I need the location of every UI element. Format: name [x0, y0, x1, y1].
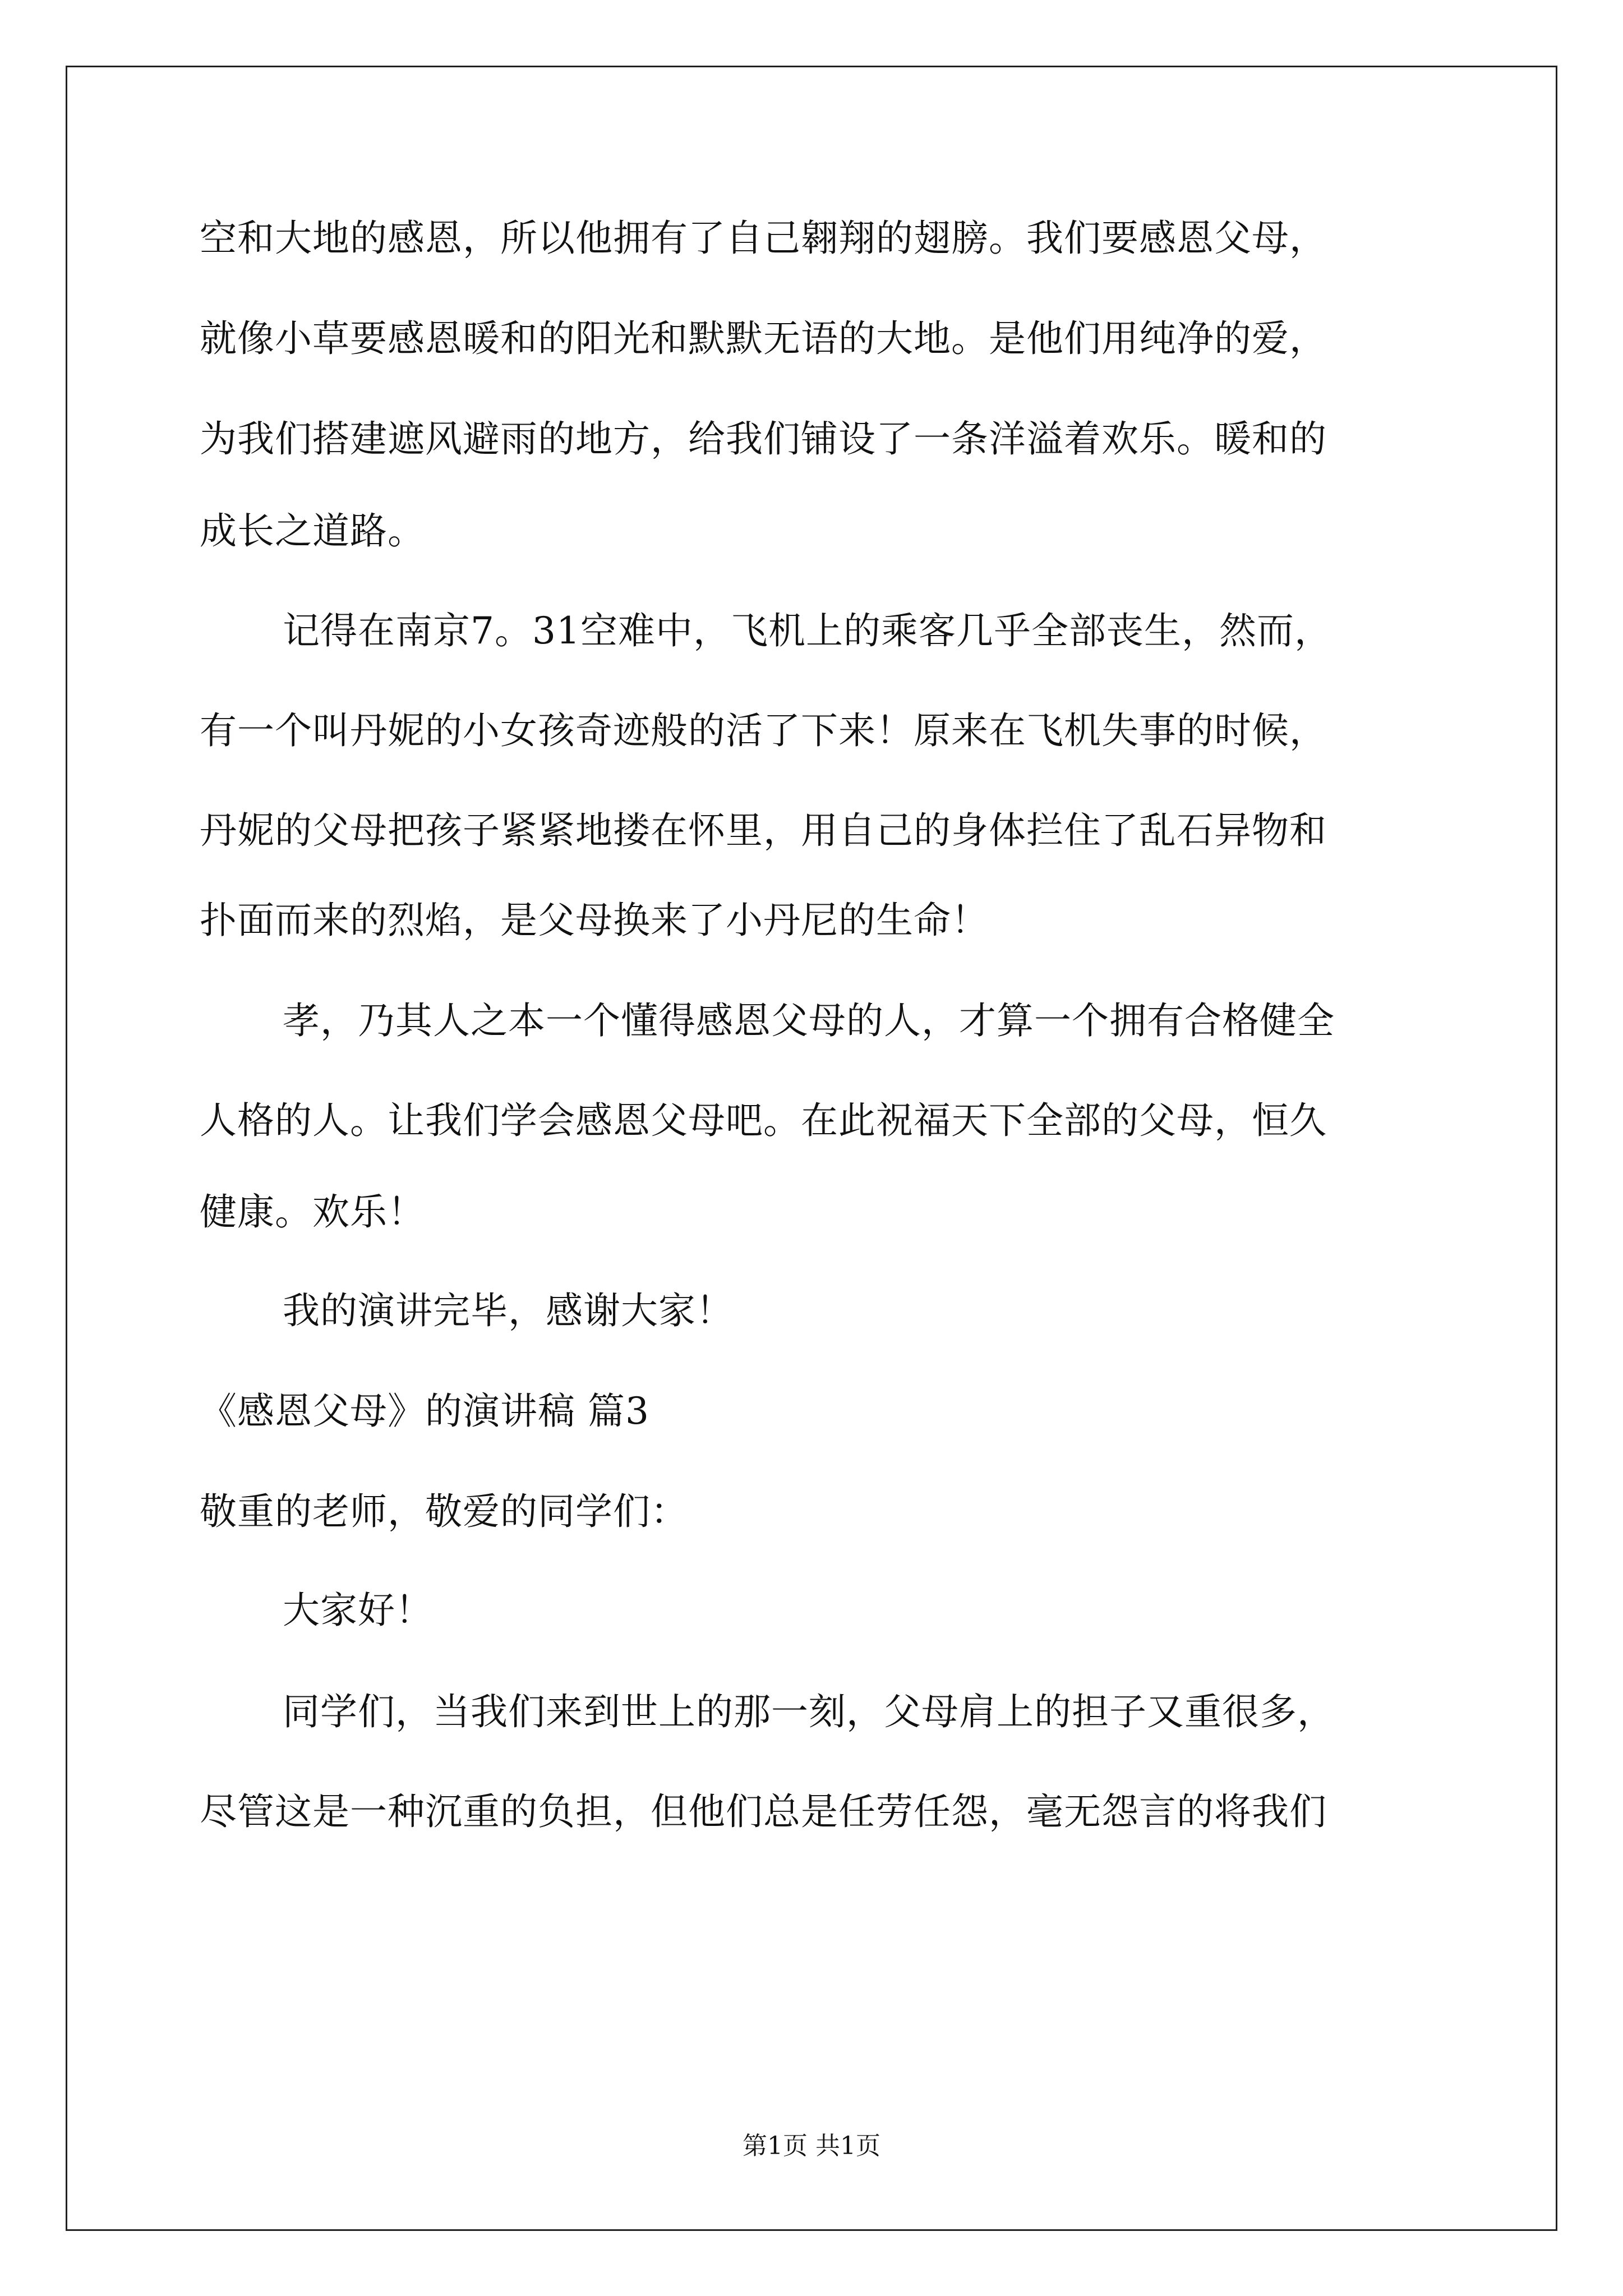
text-line-7: 丹妮的父母把孩子紧紧地搂在怀里，用自己的身体拦住了乱石异物和 [200, 809, 1327, 852]
text-line-6: 有一个叫丹妮的小女孩奇迹般的活了下来！原来在飞机失事的时候， [200, 709, 1327, 752]
section-heading: 《感恩父母》的演讲稿 篇3 [200, 1389, 649, 1433]
page-footer: 第1页 共1页 [743, 2132, 880, 2160]
text-line-1: 空和大地的感恩，所以他拥有了自己翱翔的翅膀。我们要感恩父母， [200, 217, 1327, 260]
text-line-17: 尽管这是一种沉重的负担，但他们总是任劳任怨，毫无怨言的将我们 [200, 1790, 1327, 1833]
text-line-5: 记得在南京7。31空难中，飞机上的乘客几乎全部丧生，然而， [283, 609, 1332, 652]
page-border [66, 66, 1557, 2231]
text-line-15: 大家好！ [283, 1589, 433, 1632]
text-line-11: 健康。欢乐！ [200, 1190, 425, 1234]
text-line-2: 就像小草要感恩暖和的阳光和默默无语的大地。是他们用纯净的爱， [200, 317, 1327, 360]
text-line-9: 孝，乃其人之本一个懂得感恩父母的人，才算一个拥有合格健全 [283, 999, 1335, 1042]
text-line-16: 同学们，当我们来到世上的那一刻，父母肩上的担子又重很多， [283, 1690, 1335, 1733]
text-line-8: 扑面而来的烈焰，是父母换来了小丹尼的生命！ [200, 899, 989, 942]
text-line-14: 敬重的老师，敬爱的同学们： [200, 1490, 688, 1533]
text-line-10: 人格的人。让我们学会感恩父母吧。在此祝福天下全部的父母，恒久 [200, 1099, 1327, 1142]
text-line-4: 成长之道路。 [200, 509, 425, 553]
text-line-3: 为我们搭建遮风避雨的地方，给我们铺设了一条洋溢着欢乐。暖和的 [200, 417, 1327, 461]
text-line-12: 我的演讲完毕，感谢大家！ [283, 1289, 734, 1332]
